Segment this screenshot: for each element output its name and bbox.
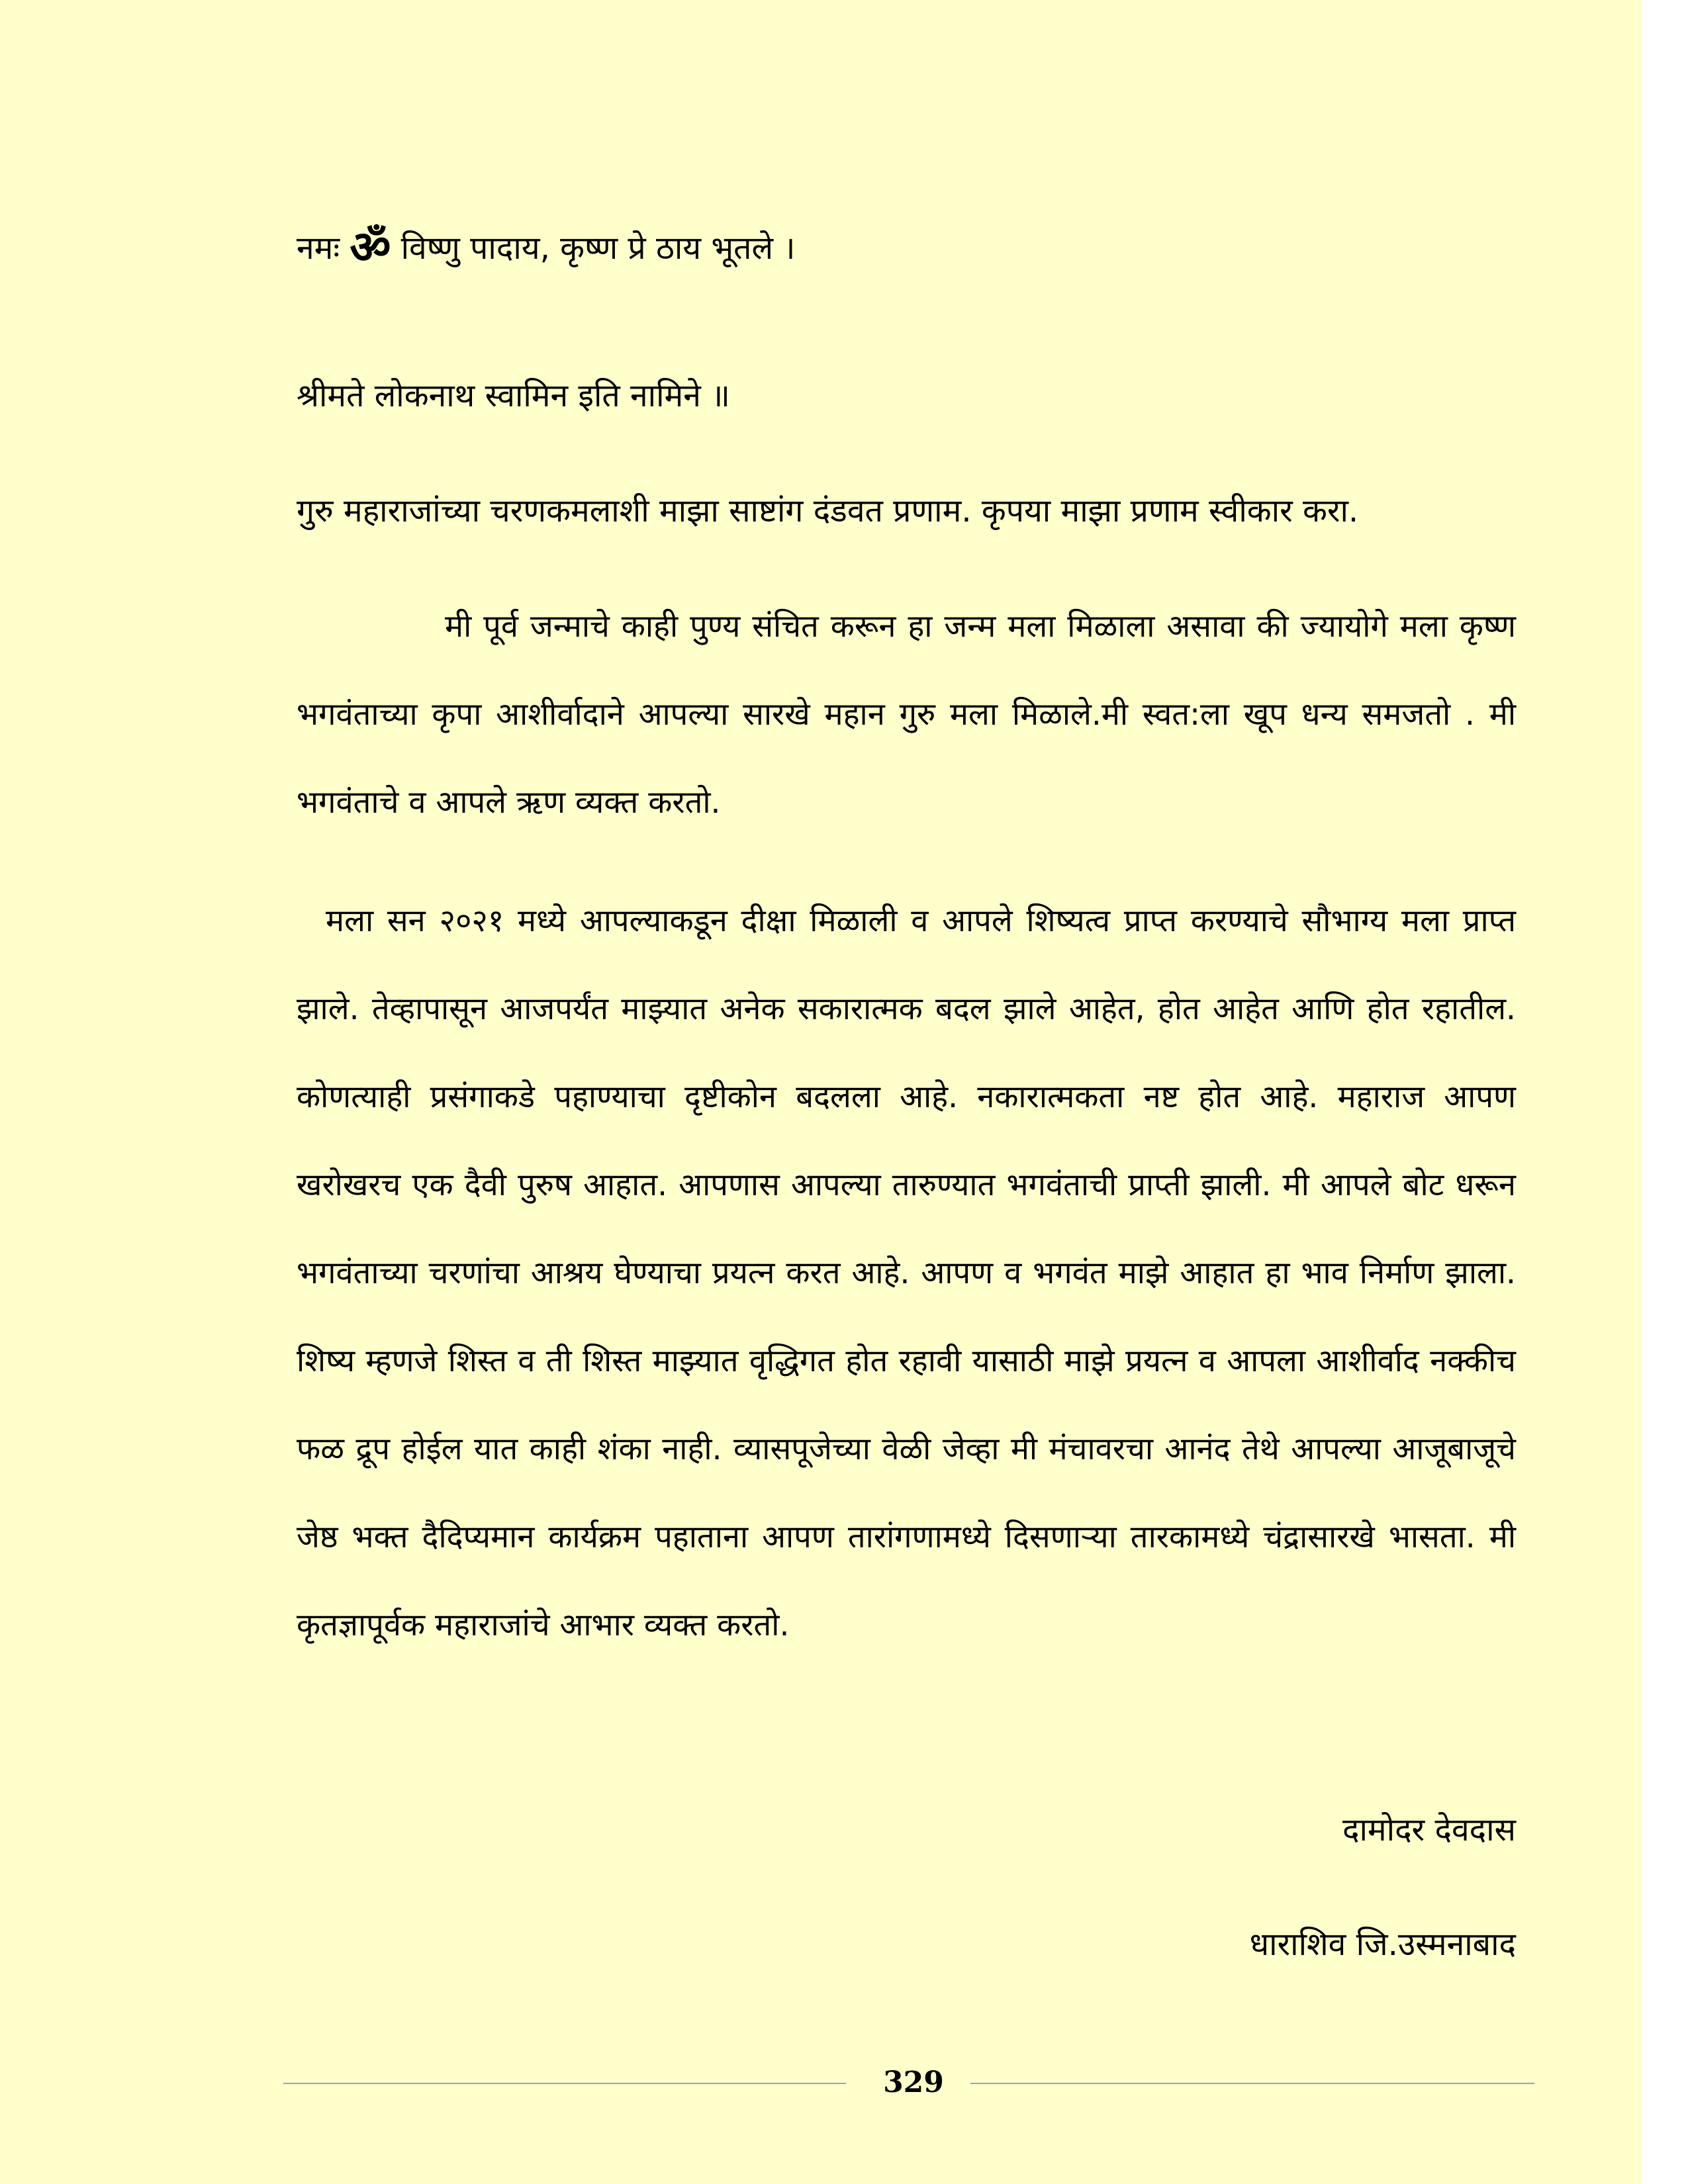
invocation-prefix: नमः [297,230,340,267]
paragraph-2: मला सन २०२१ मध्ये आपल्याकडून दीक्षा मिळाली व आपले शिष्यत्व प्राप्त करण्याचे सौभाग्य मला प्राप्त झाले. तेव्हापासून आजपर्यंत माझ्यात अनेक सकारात्मक बदल झाले आहेत, होत आहेत आणि होत रहातील. कोणत्याही प्रसंगाकडे पहाण्याचा दृष्टीकोन बदलला आहे. नकारात्मकता नष्ट होत आहे. महाराज आपण खरोखरच एक दैवी पुरुष आहात. आपणास आपल्या तारुण्यात भगवंताची प्राप्ती झाली. मी आपले बोट धरून भगवंताच्या चरणांचा आश्रय घेण्याचा प्रयत्न करत आहे. आपण व भगवंत माझे आहात हा भाव निर्माण झाला. शिष्य म्हणजे शिस्त व ती शिस्त माझ्यात वृद्धिगत होत रहावी यासाठी माझे प्रयत्न व आपला आशीर्वाद नक्कीच फळ द्रूप होईल यात काही शंका नाही. व्यासपूजेच्या वेळी जेव्हा मी मंचावरचा आनंद तेथे आपल्या आजूबाजूचे जेष्ठ भक्त दैदिप्यमान कार्यक्रम पहाताना आपण तारांगणामध्ये दिसणाऱ्या तारकामध्ये चंद्रासारखे भासता. मी कृतज्ञापूर्वक महाराजांचे आभार व्यक्त करतो. [297,903,1516,1643]
invocation-line-1 [297,222,796,274]
footer-rule-left [283,2083,846,2084]
signature-name: दामोदर देवदास [1342,1811,1516,1848]
page-number: 329 [883,2066,944,2099]
invocation-suffix: विष्णु पादाय, कृष्ण प्रे ठाय भूतले । [400,230,796,267]
om-symbol: ॐ [350,222,391,274]
salutation-line: गुरु महाराजांच्या चरणकमलाशी माझा साष्टांग दंडवत प्रणाम. कृपया माझा प्रणाम स्वीकार करा. [297,492,1359,529]
signature-place: धाराशिव जि.उस्मनाबाद [1249,1926,1516,1963]
footer-rule-right [970,2083,1534,2084]
paragraph-1: मी पूर्व जन्माचे काही पुण्य संचित करून हा जन्म मला मिळाला असावा की ज्यायोगे मला कृष्ण भगवंताच्या कृपा आशीर्वादाने आपल्या सारखे महान गुरु मला मिळाले.मी स्वत:ला खूप धन्य समजतो . मी भगवंताचे व आपले ऋण व्यक्त करतो. [297,608,1516,821]
invocation-line-2: श्रीमते लोकनाथ स्वामिन इति नामिने ॥ [297,377,730,414]
